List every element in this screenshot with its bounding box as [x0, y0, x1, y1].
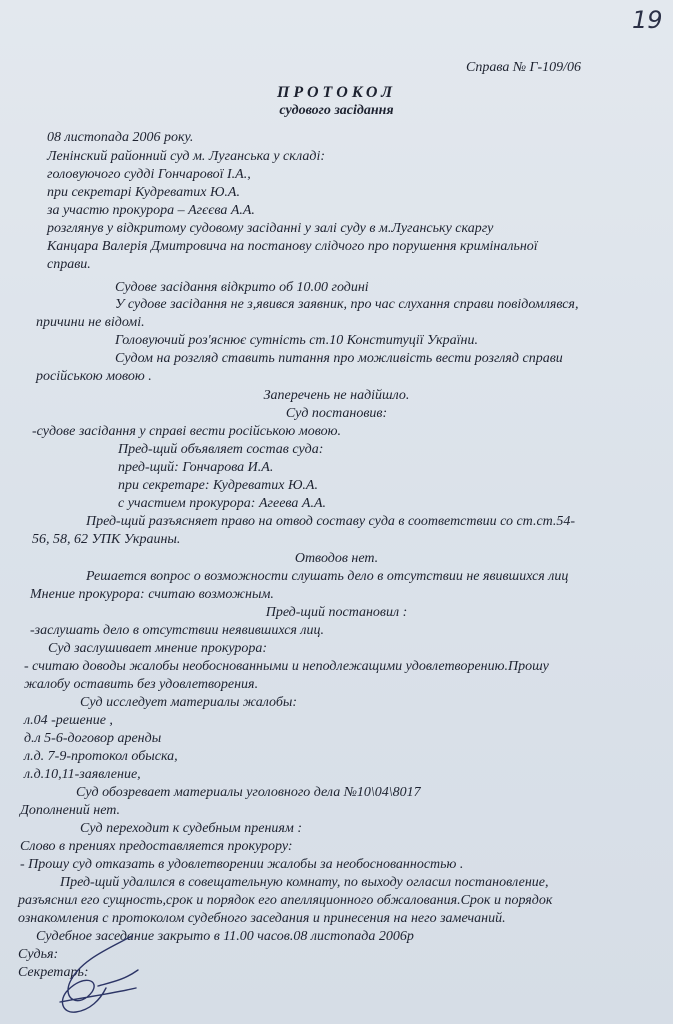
text-line: російською мовою .	[36, 369, 152, 384]
secretary-label: Секретарь:	[18, 965, 89, 980]
text-line: л.д. 7-9-протокол обыска,	[24, 749, 178, 764]
text-line: У судове засідання не з,явився заявник, про час слухання справи повідомлявся,	[115, 297, 579, 312]
text-line: Заперечень не надійшло.	[263, 388, 410, 403]
text-line: Судом на розгляд ставить питання про можливість вести розгляд справи	[115, 351, 563, 366]
text-line: при секретарі Кудреватих Ю.А.	[47, 185, 240, 200]
text-line: с участием прокурора: Агеева А.А.	[118, 496, 326, 511]
text-line: пред-щий: Гончарова И.А.	[118, 460, 274, 475]
text-line: - Прошу суд отказать в удовлетворении жалобы за необоснованностью .	[20, 857, 464, 872]
document-title: ПРОТОКОЛ	[276, 84, 397, 101]
text-line: жалобу оставить без удовлетворения.	[24, 677, 259, 692]
text-line: Канцара Валерія Дмитровича на постанову слідчого про порушення кримінальної	[47, 239, 538, 254]
text-line: Суд переходит к судебным прениям :	[80, 821, 302, 836]
text-line: Мнение прокурора: считаю возможным.	[30, 587, 274, 602]
text-line: при секретаре: Кудреватих Ю.А.	[118, 478, 318, 493]
text-line: Суд обозревает материалы уголовного дела №10\04\8017	[76, 785, 421, 800]
text-line: Ленінский районний суд м. Луганська у складі:	[47, 149, 325, 164]
text-line: ознакомления с протоколом судебного заседания и принесения на него замечаний.	[18, 911, 506, 926]
text-line: причини не відомі.	[36, 315, 145, 330]
text-line: Суд заслушивает мнение прокурора:	[48, 641, 268, 656]
text-line: за участю прокурора – Агєєва А.А.	[47, 203, 255, 218]
text-line: -заслушать дело в отсутствии неявившихся лиц.	[30, 623, 325, 638]
case-number: Справа № Г-109/06	[466, 60, 582, 75]
text-line: д.л 5-6-договор аренды	[24, 731, 162, 746]
text-line: Судове засідання відкрито об 10.00 годині	[115, 280, 369, 295]
text-line: Слово в прениях предоставляется прокурору:	[20, 839, 293, 854]
text-line: головуючого судді Гончарової І.А.,	[47, 167, 251, 182]
text-line: Пред-щий разъясняет право на отвод составу суда в соответствии со ст.ст.54-	[86, 514, 576, 529]
text-line: разъяснил его сущность,срок и порядок его апелляционного обжалования.Срок и порядок	[18, 893, 553, 908]
text-line: -судове засідання у справі вести російською мовою.	[32, 424, 341, 439]
text-line: розглянув у відкритому судовому засіданні у залі суду в м.Луганську скаргу	[47, 221, 494, 236]
text-line: Пред-щий объявляет состав суда:	[118, 442, 324, 457]
text-line: справи.	[47, 257, 91, 272]
text-line: 08 листопада 2006 року.	[47, 130, 194, 145]
text-line: Головуючий роз'яснює сутність ст.10 Конституції України.	[115, 333, 478, 348]
text-line: Пред-щий удалился в совещательную комнату, по выходу огласил постановление,	[60, 875, 549, 890]
text-line: - считаю доводы жалобы необоснованными и неподлежащими удовлетворению.Прошу	[24, 659, 549, 674]
text-line: Суд постановив:	[285, 406, 388, 421]
document-subtitle: судового засідання	[279, 103, 394, 118]
text-line: Дополнений нет.	[20, 803, 121, 818]
judge-label: Судья:	[18, 947, 59, 962]
page-number: 19	[632, 6, 663, 34]
text-line: Судебное заседание закрыто в 11.00 часов.08 листопада 2006р	[36, 929, 414, 944]
handwritten-signature	[40, 930, 150, 1020]
text-line: Решается вопрос о возможности слушать дело в отсутствии не явившихся лиц	[86, 569, 569, 584]
text-line: Отводов нет.	[294, 551, 379, 566]
text-line: Суд исследует материалы жалобы:	[80, 695, 298, 710]
text-line: Пред-щий постановил :	[265, 605, 408, 620]
text-line: 56, 58, 62 УПК Украины.	[32, 532, 181, 547]
text-line: л.д.10,11-заявление,	[24, 767, 141, 782]
text-line: л.04 -решение ,	[24, 713, 113, 728]
